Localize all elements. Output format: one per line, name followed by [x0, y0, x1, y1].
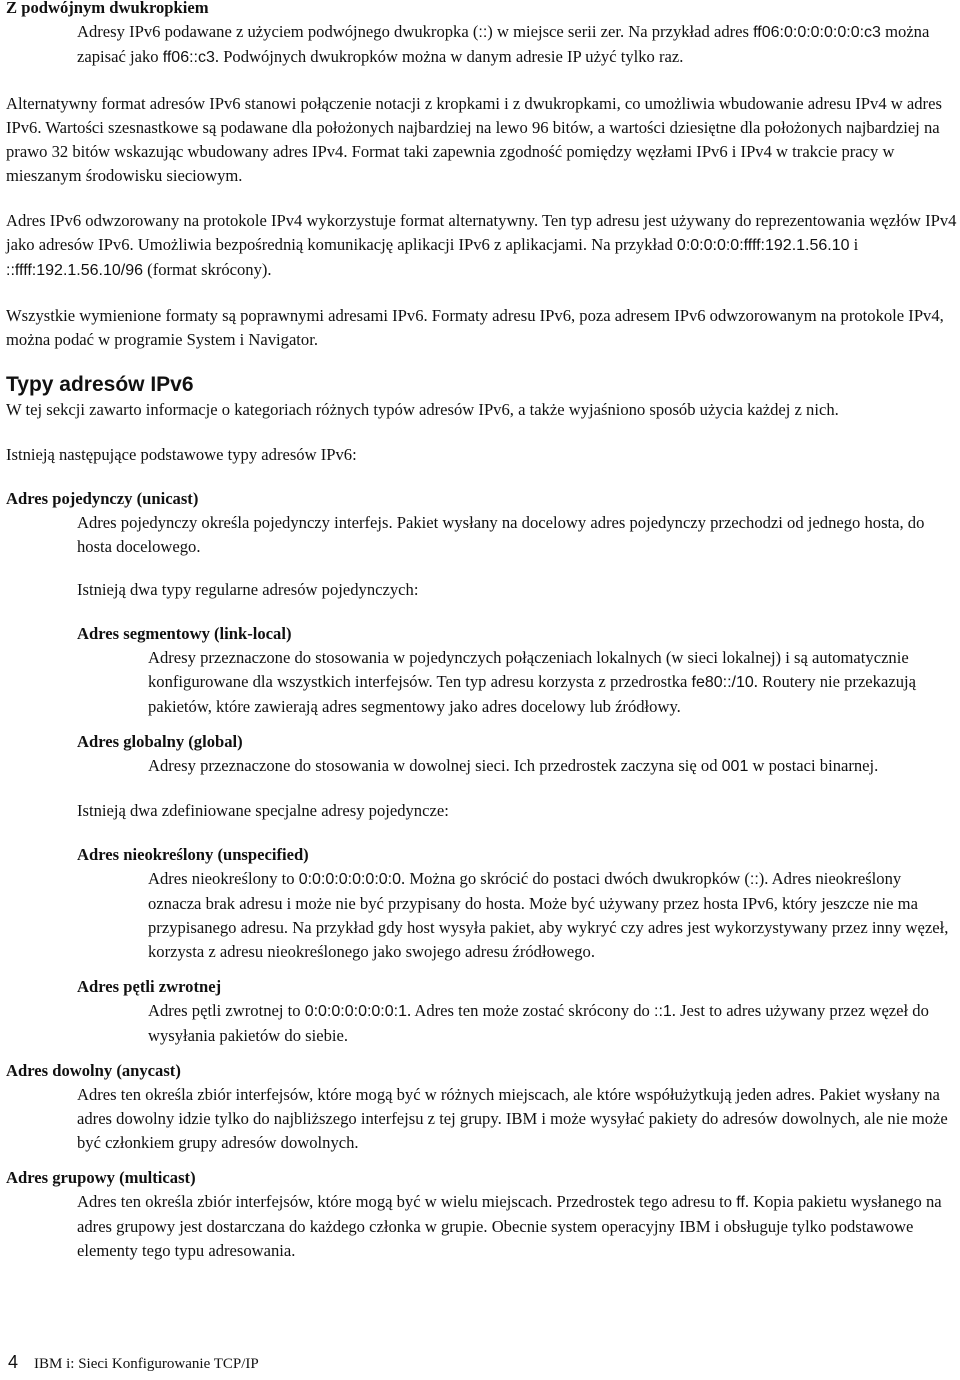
code-text: ff06:0:0:0:0:0:0:c3: [753, 24, 881, 41]
desc-double-colon: Adresy IPv6 podawane z użyciem podwójnego dwukropka (::) w miejsce serii zer. Na przykład adres ff06:0:0:0:0:0:0:c3 można zapisać jako ff06::c3. Podwójnych dwukropków można w danym adresie IP użyć tylko raz.: [77, 22, 930, 66]
section-heading: Typy adresów IPv6: [6, 373, 194, 396]
term-unspecified: Adres nieokreślony (unspecified): [77, 845, 309, 864]
code-text: 001: [721, 758, 749, 775]
term-loopback: Adres pętli zwrotnej: [77, 977, 222, 996]
code-text: 0:0:0:0:0:0:0:1: [304, 1003, 407, 1020]
code-text: ff06::c3: [162, 49, 215, 66]
desc-loopback: Adres pętli zwrotnej to 0:0:0:0:0:0:0:1. Adres ten może zostać skrócony do ::1. Jest to adres używany przez węzeł do wysyłania pakietów do siebie.: [148, 1001, 929, 1045]
desc-link-local: Adresy przeznaczone do stosowania w pojedynczych połączeniach lokalnych (w sieci lokalnej) i są automatycznie konfigurowane dla wszystkich interfejsów. Ten typ adresu korzysta z przedrostka fe80::/10. Routery nie przekazują pakietów, które zawierają adres segmentowy jako adres docelowy lub źródłowy.: [148, 648, 916, 716]
desc-global: Adresy przeznaczone do stosowania w dowolnej sieci. Ich przedrostek zaczyna się od 001 w postaci binarnej.: [148, 756, 879, 775]
code-text: ff: [736, 1194, 745, 1211]
page-number: 4: [8, 1352, 19, 1372]
document-page: [6, 0, 958, 1263]
desc-unicast: Adres pojedynczy określa pojedynczy interfejs. Pakiet wysłany na docelowy adres pojedynczy przechodzi od jednego hosta, do hosta docelowego.: [77, 513, 925, 556]
desc-multicast: Adres ten określa zbiór interfejsów, które mogą być w wielu miejscach. Przedrostek tego adresu to ff. Kopia pakietu wysłanego na adres grupowy jest dostarczana do każdego członka w grupie. Obecnie system operacyjny IBM i obsługuje tylko podstawowe elementy tego typu adresowania.: [77, 1192, 942, 1260]
desc-anycast: Adres ten określa zbiór interfejsów, które mogą być w różnych miejscach, ale które współużytkują jeden adres. Pakiet wysłany na adres dowolny idzie tylko do najbliższego interfejsu z tej grupy. IBM i może wysyłać pakiety do adresów dowolnych, ale nie może być członkiem grupy adresów dowolnych.: [77, 1085, 948, 1152]
term-multicast: Adres grupowy (multicast): [6, 1168, 196, 1187]
term-global: Adres globalny (global): [77, 732, 243, 751]
paragraph-all-formats: Wszystkie wymienione formaty są poprawnymi adresami IPv6. Formaty adresu IPv6, poza adresem IPv6 odwzorowanym na protokole IPv4, można podać w programie System i Navigator.: [6, 306, 944, 349]
code-text: ::: [478, 24, 488, 41]
code-text: ::1: [654, 1003, 672, 1020]
paragraph-basic-types: Istnieją następujące podstawowe typy adresów IPv6:: [6, 445, 357, 464]
page-footer: [8, 1352, 259, 1374]
term-double-colon: Z podwójnym dwukropkiem: [6, 0, 209, 17]
code-text: fe80::/10: [691, 674, 754, 691]
paragraph-alternative-format: Alternatywny format adresów IPv6 stanowi połączenie notacji z kropkami i z dwukropkami, co umożliwia wbudowanie adresu IPv4 w adres IPv6. Wartości szesnastkowe są podawane dla położonych najbardziej na lewo 96 bitów, a wartości dziesiętne dla położonych najbardziej na prawo 32 bitów wskazując wbudowany adres IPv4. Format taki zapewnia zgodność pomiędzy węzłami IPv6 i IPv4 w trakcie pracy w mieszanym środowisku sieciowym.: [6, 94, 942, 185]
code-text: 0:0:0:0:0:ffff:192.1.56.10: [676, 237, 850, 254]
term-link-local: Adres segmentowy (link-local): [77, 624, 292, 643]
footer-title: IBM i: Sieci Konfigurowanie TCP/IP: [34, 1356, 259, 1372]
paragraph-regular-types: Istnieją dwa typy regularne adresów pojedynczych:: [77, 580, 419, 599]
paragraph-special-types: Istnieją dwa zdefiniowane specjalne adresy pojedyncze:: [77, 801, 449, 820]
paragraph-section-intro: W tej sekcji zawarto informacje o kategoriach różnych typów adresów IPv6, a także wyjaśniono sposób użycia każdej z nich.: [6, 400, 839, 419]
code-text: ::ffff:192.1.56.10/96: [6, 262, 144, 279]
term-unicast: Adres pojedynczy (unicast): [6, 489, 199, 508]
paragraph-ipv4-mapped: Adres IPv6 odwzorowany na protokole IPv4 wykorzystuje format alternatywny. Ten typ adresu jest używany do reprezentowania węzłów IPv4 jako adresów IPv6. Umożliwia bezpośrednią komunikację aplikacji IPv6 z aplikacjami. Na przykład 0:0:0:0:0:ffff:192.1.56.10 i ::ffff:192.1.56.10/96 (format skrócony).: [6, 211, 957, 279]
code-text: 0:0:0:0:0:0:0:0: [298, 871, 402, 888]
desc-unspecified: Adres nieokreślony to 0:0:0:0:0:0:0:0. Można go skrócić do postaci dwóch dwukropków (::). Adres nieokreślony oznacza brak adresu i może nie być przypisany do hosta. Może być używany przez hosta IPv6, który jeszcze nie ma przypisanego adresu. Na przykład gdy host wysyła pakiet, aby wykryć czy adres jest wykorzystywany przez inny węzeł, korzysta z adresu nieokreślonego jako swojego adresu źródłowego.: [148, 869, 949, 961]
code-text: ::: [749, 871, 759, 888]
term-anycast: Adres dowolny (anycast): [6, 1061, 181, 1080]
